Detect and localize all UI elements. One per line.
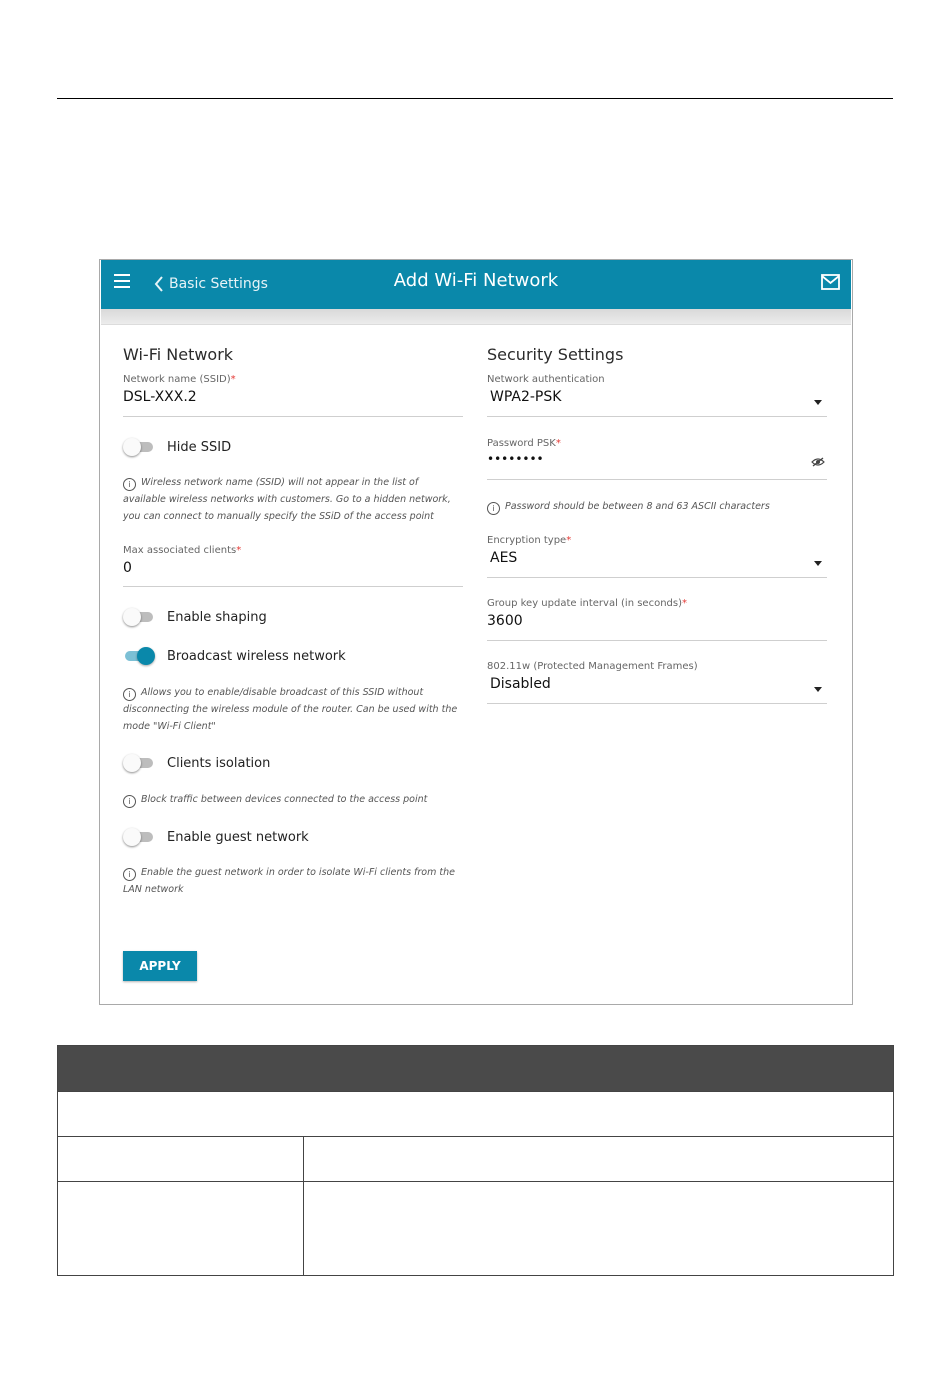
required-mark: * bbox=[682, 598, 687, 609]
hide-ssid-hint: i Wireless network name (SSID) will not appear in the list of available wireless networks with customers. Go to a hidden network, you can connect to manually specify the SSiD of the access point bbox=[123, 477, 451, 522]
required-mark: * bbox=[230, 374, 236, 385]
dropdown-arrow-icon[interactable] bbox=[814, 687, 822, 692]
dropdown-arrow-icon[interactable] bbox=[814, 400, 822, 405]
mail-icon[interactable] bbox=[821, 274, 840, 294]
psk-label: Password PSK bbox=[487, 438, 556, 449]
table-cell bbox=[58, 1137, 304, 1182]
back-label: Basic Settings bbox=[169, 276, 268, 292]
auth-select[interactable] bbox=[487, 374, 827, 405]
wifi-network-section bbox=[123, 345, 463, 895]
max-clients-input[interactable]: 0 bbox=[123, 560, 132, 576]
broadcast-toggle[interactable] bbox=[123, 646, 155, 666]
max-clients-field[interactable] bbox=[123, 545, 463, 576]
wifi-section-title: Wi-Fi Network bbox=[123, 345, 234, 364]
table-row bbox=[58, 1092, 894, 1137]
pmf-value[interactable]: Disabled bbox=[490, 676, 551, 692]
header-shadow bbox=[101, 309, 851, 325]
guest-hint: i Enable the guest network in order to isolate Wi-Fi clients from the LAN network bbox=[123, 867, 455, 895]
guest-network-row[interactable] bbox=[123, 827, 309, 847]
table-header bbox=[58, 1046, 894, 1092]
security-section-title: Security Settings bbox=[487, 345, 624, 364]
apply-button[interactable]: APPLY bbox=[123, 951, 197, 981]
broadcast-label: Broadcast wireless network bbox=[167, 648, 346, 664]
guest-network-toggle[interactable] bbox=[123, 827, 155, 847]
broadcast-hint: i Allows you to enable/disable broadcast of this SSID without disconnecting the wireless module of the router. Can be used with the mode "Wi-Fi Client" bbox=[123, 687, 458, 732]
info-icon: i bbox=[123, 795, 136, 808]
eye-off-icon[interactable] bbox=[811, 457, 825, 467]
hide-ssid-label: Hide SSID bbox=[167, 439, 232, 455]
psk-field[interactable] bbox=[487, 438, 827, 466]
required-mark: * bbox=[236, 545, 242, 556]
enable-shaping-toggle[interactable] bbox=[123, 607, 155, 627]
clients-isolation-row[interactable] bbox=[123, 753, 270, 773]
group-key-label: Group key update interval (in seconds) bbox=[487, 598, 682, 609]
clients-isolation-label: Clients isolation bbox=[167, 755, 271, 771]
ssid-underline bbox=[123, 416, 463, 417]
ssid-label: Network name (SSID) bbox=[123, 374, 231, 385]
info-icon: i bbox=[487, 502, 500, 515]
group-key-input[interactable]: 3600 bbox=[487, 613, 523, 629]
encryption-label: Encryption type bbox=[487, 535, 567, 546]
group-key-field[interactable] bbox=[487, 598, 827, 629]
clients-isolation-toggle[interactable] bbox=[123, 753, 155, 773]
psk-hint: i Password should be between 8 and 63 ASCII characters bbox=[487, 498, 827, 515]
page-title: Add Wi-Fi Network bbox=[393, 270, 559, 291]
max-clients-underline bbox=[123, 586, 463, 587]
encryption-select[interactable] bbox=[487, 535, 827, 566]
enable-shaping-row[interactable] bbox=[123, 607, 267, 627]
guest-network-label: Enable guest network bbox=[167, 829, 309, 845]
broadcast-row[interactable] bbox=[123, 646, 346, 666]
info-icon: i bbox=[123, 868, 136, 881]
info-icon: i bbox=[123, 478, 136, 491]
table-cell bbox=[58, 1182, 304, 1276]
ssid-input[interactable]: DSL-XXX.2 bbox=[123, 389, 197, 405]
required-mark: * bbox=[566, 535, 572, 546]
table-cell bbox=[304, 1182, 894, 1276]
ssid-field[interactable] bbox=[123, 374, 463, 405]
encryption-value[interactable]: AES bbox=[490, 550, 518, 566]
pmf-label: 802.11w (Protected Management Frames) bbox=[487, 661, 698, 672]
psk-input[interactable]: •••••••• bbox=[487, 452, 544, 466]
max-clients-label: Max associated clients bbox=[123, 545, 237, 556]
enable-shaping-label: Enable shaping bbox=[167, 609, 267, 625]
info-icon: i bbox=[123, 688, 136, 701]
hide-ssid-toggle[interactable] bbox=[123, 437, 155, 457]
required-mark: * bbox=[555, 438, 561, 449]
pmf-select[interactable] bbox=[487, 661, 827, 692]
dropdown-arrow-icon[interactable] bbox=[814, 561, 822, 566]
auth-label: Network authentication bbox=[487, 374, 605, 385]
security-settings-section bbox=[487, 345, 827, 692]
parameters-table bbox=[57, 1045, 894, 1276]
screenshot-frame bbox=[99, 259, 853, 1005]
hide-ssid-row[interactable] bbox=[123, 437, 231, 457]
page-header-rule bbox=[57, 98, 893, 99]
auth-value[interactable]: WPA2-PSK bbox=[490, 389, 562, 405]
isolation-hint: i Block traffic between devices connected to the access point bbox=[123, 791, 463, 808]
table-cell bbox=[304, 1137, 894, 1182]
app-header bbox=[101, 260, 851, 309]
